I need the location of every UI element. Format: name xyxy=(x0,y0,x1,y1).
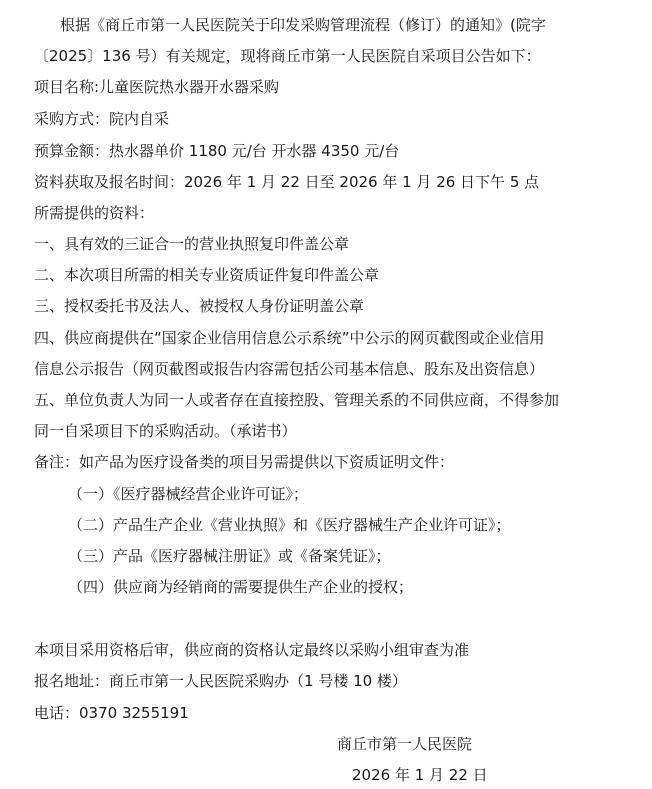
intro-paragraph-line-1: 根据《商丘市第一人民医院关于印发采购管理流程（修订）的通知》(院字 xyxy=(60,16,546,34)
contact-phone: 电话：0370 3255191 xyxy=(34,704,189,722)
signature-date: 2026 年 1 月 22 日 xyxy=(352,766,488,784)
remark-item-2: （二）产品生产企业《营业执照》和《医疗器械生产企业许可证》； xyxy=(68,516,511,534)
remark-item-1: （一）《医疗器械经营企业许可证》； xyxy=(68,485,309,503)
material-item-4-line-1: 四、供应商提供在“国家企业信用信息公示系统”中公示的网页截图或企业信用 xyxy=(34,329,545,347)
project-name: 项目名称:儿童医院热水器开水器采购 xyxy=(34,78,280,96)
material-item-3: 三、授权委托书及法人、被授权人身份证明盖公章 xyxy=(34,297,365,315)
intro-paragraph-line-2: 〔2025〕136 号）有关规定，现将商丘市第一人民医院自采项目公告如下： xyxy=(34,47,541,65)
remark-item-3: （三）产品《医疗器械注册证》或《备案凭证》； xyxy=(68,547,391,565)
material-item-5-line-2: 同一自采项目下的采购活动。（承诺书） xyxy=(34,422,297,440)
material-item-4-line-2: 信息公示报告（网页截图或报告内容需包括公司基本信息、股东及出资信息） xyxy=(34,360,545,378)
budget-amount: 预算金额：热水器单价 1180 元/台 开水器 4350 元/台 xyxy=(34,142,400,160)
remark-heading: 备注：如产品为医疗设备类的项目另需提供以下资质证明文件： xyxy=(34,453,455,471)
signature-organization: 商丘市第一人民医院 xyxy=(337,735,473,753)
registration-time: 资料获取及报名时间：2026 年 1 月 22 日至 2026 年 1 月 26 日下午 5 点 xyxy=(34,173,540,191)
registration-address: 报名地址：商丘市第一人民医院采购办（1 号楼 10 楼） xyxy=(34,672,407,690)
material-item-2: 二、本次项目所需的相关专业资质证件复印件盖公章 xyxy=(34,266,380,284)
review-note: 本项目采用资格后审，供应商的资格认定最终以采购小组审查为准 xyxy=(34,641,470,659)
procurement-method: 采购方式：院内自采 xyxy=(34,110,170,128)
remark-item-4: （四）供应商为经销商的需要提供生产企业的授权； xyxy=(68,578,414,596)
materials-heading: 所需提供的资料： xyxy=(34,204,155,222)
material-item-5-line-1: 五、单位负责人为同一人或者存在直接控股、管理关系的不同供应商，不得参加 xyxy=(34,391,560,409)
material-item-1: 一、具有效的三证合一的营业执照复印件盖公章 xyxy=(34,235,350,253)
